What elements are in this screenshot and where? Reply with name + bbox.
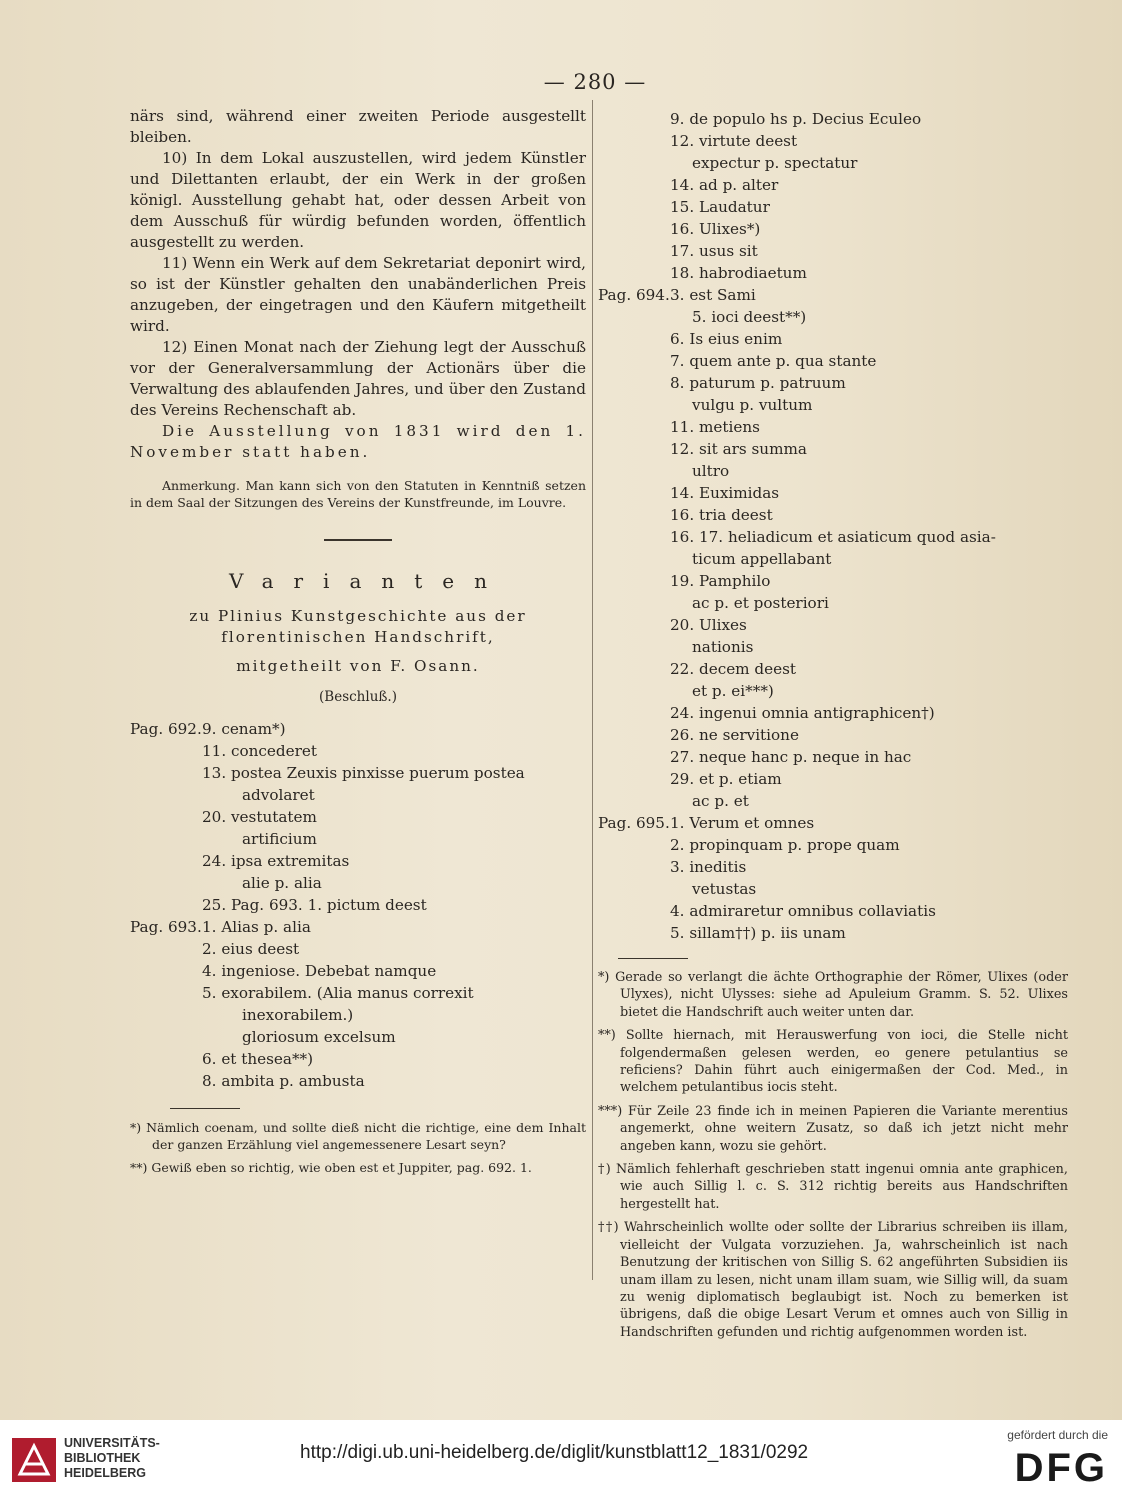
variant-line	[598, 570, 1068, 592]
paragraph: 11) Wenn ein Werk auf dem Sekretariat deponirt wird, so ist der Künstler gehalten den unabänderlichen Preis anzugeben, der eingetragen und den Käufern mitgetheilt wird.	[130, 254, 586, 335]
variant-text: vetustas	[692, 880, 757, 898]
variant-page-ref	[598, 416, 670, 438]
variant-line	[598, 350, 1068, 372]
university-library-logo-icon	[10, 1436, 58, 1484]
section-subtitle: zu Plinius Kunstgeschichte aus der florentinischen Handschrift,	[189, 607, 527, 646]
variant-line	[598, 548, 1068, 570]
variant-text: 15. Laudatur	[670, 198, 770, 216]
variant-text: 16. tria deest	[670, 506, 773, 524]
variant-page-ref	[598, 658, 670, 680]
variant-page-ref	[598, 438, 670, 460]
variant-text: 4. admiraretur omnibus collaviatis	[670, 902, 936, 920]
variant-page-ref	[598, 306, 670, 328]
variant-text: nationis	[692, 638, 754, 656]
left-column	[130, 106, 586, 1182]
footnote: *) Gerade so verlangt die ächte Orthographie der Römer, Ulixes (oder Ulyxes), nicht Ulysses: siehe ad Apuleium Gramm. S. 52. Ulixes bietet die Handschrift auch weiter unten dar.	[598, 970, 1068, 1020]
variant-line	[598, 372, 1068, 394]
right-footnotes	[598, 969, 1068, 1341]
variant-text: expectur p. spectatur	[692, 154, 858, 172]
variant-page-ref	[130, 1004, 202, 1026]
footnote: *) Nämlich coenam, und sollte dieß nicht die richtige, eine dem Inhalt der ganzen Erzählung viel angemessenere Lesart seyn?	[130, 1120, 586, 1152]
variant-line	[598, 306, 1068, 328]
variant-text: 6. et thesea**)	[202, 1050, 314, 1068]
variant-page-ref	[130, 960, 202, 982]
variant-line	[598, 592, 1068, 614]
variant-page-ref: Pag. 692.	[130, 720, 202, 738]
variant-text: inexorabilem.)	[242, 1006, 354, 1024]
variant-line	[598, 768, 1068, 790]
variant-page-ref	[598, 570, 670, 592]
variant-line	[598, 702, 1068, 724]
variant-page-ref	[130, 1048, 202, 1070]
permalink-url[interactable]: http://digi.ub.uni-heidelberg.de/diglit/kunstblatt12_1831/0292	[300, 1442, 809, 1463]
variant-text: advolaret	[242, 786, 315, 804]
variant-page-ref	[598, 152, 670, 174]
variant-line	[598, 482, 1068, 504]
paragraph: närs sind, während einer zweiten Periode ausgestellt bleiben.	[130, 107, 586, 146]
variant-text: 14. Euximidas	[670, 484, 780, 502]
variant-page-ref	[598, 878, 670, 900]
variant-page-ref	[598, 328, 670, 350]
variant-page-ref	[598, 724, 670, 746]
variant-line	[598, 834, 1068, 856]
variant-line	[130, 894, 586, 916]
variant-page-ref	[130, 872, 202, 894]
library-name: UNIVERSITÄTS- BIBLIOTHEK HEIDELBERG	[64, 1436, 160, 1480]
variant-page-ref	[598, 196, 670, 218]
variant-text: 13. postea Zeuxis pinxisse puerum postea	[202, 764, 525, 782]
variant-line	[598, 504, 1068, 526]
variant-text: 7. quem ante p. qua stante	[670, 352, 877, 370]
variant-line	[598, 658, 1068, 680]
variant-page-ref	[130, 762, 202, 784]
variant-page-ref	[598, 372, 670, 394]
variant-text: 17. usus sit	[670, 242, 758, 260]
variant-page-ref	[598, 482, 670, 504]
section-separator	[324, 539, 392, 541]
variant-line	[598, 152, 1068, 174]
section-author: mitgetheilt von F. Osann.	[236, 657, 480, 675]
anmerkung-note: Anmerkung. Man kann sich von den Statuten in Kenntniß setzen in dem Saal der Sitzungen des Vereins der Kunstfreunde, im Louvre.	[130, 478, 586, 510]
variant-line	[598, 680, 1068, 702]
variant-line	[598, 196, 1068, 218]
variant-text: ac p. et	[692, 792, 749, 810]
variant-text: 25. Pag. 693. 1. pictum deest	[202, 896, 427, 914]
dfg-logo: DFG	[1014, 1446, 1108, 1490]
variant-page-ref	[130, 1070, 202, 1092]
footnote-separator	[170, 1108, 240, 1109]
variant-text: 24. ipsa extremitas	[202, 852, 350, 870]
variant-page-ref	[598, 636, 670, 658]
variant-text: 6. Is eius enim	[670, 330, 783, 348]
variant-line	[130, 960, 586, 982]
variant-page-ref	[598, 702, 670, 724]
variant-text: 18. habrodiaetum	[670, 264, 807, 282]
variant-page-ref	[130, 784, 202, 806]
variant-page-ref	[598, 350, 670, 372]
variant-line	[598, 240, 1068, 262]
variant-page-ref	[598, 746, 670, 768]
variant-line	[598, 790, 1068, 812]
variant-text: gloriosum excelsum	[242, 1028, 396, 1046]
exhibition-announcement: Die Ausstellung von 1831 wird den 1. November statt haben.	[130, 422, 586, 461]
variant-line	[598, 394, 1068, 416]
variant-text: 4. ingeniose. Debebat namque	[202, 962, 437, 980]
variant-page-ref: Pag. 695.	[598, 814, 670, 832]
variant-line	[598, 262, 1068, 284]
variant-text: 19. Pamphilo	[670, 572, 771, 590]
variant-text: 20. Ulixes	[670, 616, 747, 634]
variant-text: 12. virtute deest	[670, 132, 798, 150]
variant-text: et p. ei***)	[692, 682, 774, 700]
variant-text: 24. ingenui omnia antigraphicen†)	[670, 704, 935, 722]
variant-line	[130, 982, 586, 1004]
variant-page-ref	[130, 850, 202, 872]
variant-line	[130, 1048, 586, 1070]
variant-line	[598, 328, 1068, 350]
variant-page-ref	[598, 394, 670, 416]
variant-text: ac p. et posteriori	[692, 594, 829, 612]
variant-page-ref	[598, 460, 670, 482]
variant-page-ref	[598, 130, 670, 152]
variant-line	[598, 900, 1068, 922]
variant-text: 1. Alias p. alia	[202, 918, 311, 936]
variant-page-ref	[598, 504, 670, 526]
paragraph: 12) Einen Monat nach der Ziehung legt der Ausschuß vor der Generalversammlung der Actionärs über die Verwaltung des ablaufenden Jahres, und über den Zustand des Vereins Rechenschaft ab.	[130, 338, 586, 419]
variant-text: ultro	[692, 462, 730, 480]
section-note: (Beschluß.)	[319, 689, 397, 705]
variant-page-ref	[130, 1026, 202, 1048]
variant-line	[598, 856, 1068, 878]
variant-text: 8. paturum p. patruum	[670, 374, 846, 392]
variant-text: 26. ne servitione	[670, 726, 799, 744]
variant-page-ref: Pag. 694.	[598, 286, 670, 304]
footnote: **) Sollte hiernach, mit Herauswerfung von ioci, die Stelle nicht folgendermaßen gelesen werden, eo genere petulantius se reficiens? Dahin führt auch einigermaßen der Cod. Med., in welchem petulantibus iocis steht.	[598, 1028, 1068, 1096]
variant-page-ref	[598, 108, 670, 130]
variant-line	[598, 284, 1068, 306]
variant-text: 9. cenam*)	[202, 720, 286, 738]
left-footnotes	[130, 1119, 586, 1176]
variant-line	[598, 438, 1068, 460]
left-variant-list	[130, 718, 586, 1092]
variant-text: 11. concederet	[202, 742, 317, 760]
variant-text: 3. est Sami	[670, 286, 756, 304]
variant-page-ref: Pag. 693.	[130, 918, 202, 936]
variant-line	[598, 526, 1068, 548]
variant-page-ref	[598, 548, 670, 570]
variant-page-ref	[130, 938, 202, 960]
variant-line	[598, 746, 1068, 768]
paragraph: 10) In dem Lokal auszustellen, wird jedem Künstler und Dilettanten erlaubt, der ein Werk in der großen königl. Ausstellung gehabt hat, oder dessen Arbeit von dem Ausschuß für würdig befunden worden, öffentlich ausgestellt zu werden.	[130, 149, 586, 251]
variant-line	[598, 218, 1068, 240]
variant-page-ref	[598, 790, 670, 812]
variant-page-ref	[598, 856, 670, 878]
variant-text: 5. sillam††) p. iis unam	[670, 924, 846, 942]
variant-page-ref	[130, 828, 202, 850]
variant-line	[130, 762, 586, 784]
variant-line	[130, 718, 586, 740]
variant-text: vulgu p. vultum	[692, 396, 813, 414]
variant-line	[598, 108, 1068, 130]
footnote: **) Gewiß eben so richtig, wie oben est et Juppiter, pag. 692. 1.	[130, 1160, 532, 1175]
variant-line	[130, 806, 586, 828]
variant-text: 2. propinquam p. prope quam	[670, 836, 900, 854]
variant-page-ref	[598, 592, 670, 614]
variant-line	[598, 878, 1068, 900]
section-title: Varianten	[228, 569, 508, 593]
footnote: ††) Wahrscheinlich wollte oder sollte der Librarius schreiben iis illam, vielleicht der Vulgata vorzuziehen. Ja, wahrscheinlich ist nach Benutzung der kritischen von Sillig S. 62 angeführten Subsidien iis unam illam zu lesen, nicht unam illam suam, wie Sillig will, da suam zu wenig diplomatisch beglaubigt ist. Noch zu bemerken ist übrigens, daß die obige Lesart Verum et omnes auch von Sillig in Handschriften gefunden und richtig aufgenommen worden ist.	[598, 1220, 1068, 1340]
variant-line	[130, 938, 586, 960]
variant-page-ref	[598, 218, 670, 240]
variant-page-ref	[598, 174, 670, 196]
right-variant-list	[598, 108, 1068, 944]
variant-text: 27. neque hanc p. neque in hac	[670, 748, 912, 766]
variant-line	[130, 850, 586, 872]
variant-text: alie p. alia	[242, 874, 322, 892]
variant-page-ref	[598, 922, 670, 944]
variant-text: 5. ioci deest**)	[692, 308, 807, 326]
funding-caption: gefördert durch die	[1007, 1428, 1108, 1442]
footnote-separator	[618, 958, 688, 959]
variant-line	[130, 1070, 586, 1092]
variant-line	[130, 916, 586, 938]
footnote: †) Nämlich fehlerhaft geschrieben statt ingenui omnia ante graphicen, wie auch Sillig l. c. S. 312 richtig bereits aus Handschriften hergestellt hat.	[598, 1162, 1068, 1212]
variant-page-ref	[130, 894, 202, 916]
variant-line	[598, 812, 1068, 834]
variant-text: 22. decem deest	[670, 660, 797, 678]
variant-line	[130, 828, 586, 850]
variant-line	[598, 614, 1068, 636]
variant-line	[130, 784, 586, 806]
variant-page-ref	[598, 240, 670, 262]
variant-text: 11. metiens	[670, 418, 760, 436]
variant-line	[130, 1004, 586, 1026]
variant-text: 16. 17. heliadicum et asiaticum quod asia-	[670, 528, 996, 546]
variant-page-ref	[130, 806, 202, 828]
variant-page-ref	[598, 768, 670, 790]
variant-line	[598, 460, 1068, 482]
variant-line	[598, 724, 1068, 746]
variant-line	[598, 416, 1068, 438]
variant-text: 8. ambita p. ambusta	[202, 1072, 365, 1090]
variant-page-ref	[598, 262, 670, 284]
variant-text: 29. et p. etiam	[670, 770, 782, 788]
variant-line	[130, 872, 586, 894]
footer-bar	[0, 1420, 1122, 1501]
variant-text: 20. vestutatem	[202, 808, 317, 826]
column-divider	[592, 100, 593, 1280]
variant-page-ref	[130, 740, 202, 762]
variant-line	[598, 130, 1068, 152]
variant-text: 16. Ulixes*)	[670, 220, 761, 238]
page-number: — 280 —	[543, 70, 647, 94]
variant-line	[598, 922, 1068, 944]
variant-text: ticum appellabant	[692, 550, 832, 568]
variant-page-ref	[598, 680, 670, 702]
variant-text: 1. Verum et omnes	[670, 814, 815, 832]
variant-text: 9. de populo hs p. Decius Eculeo	[670, 110, 922, 128]
variant-page-ref	[598, 900, 670, 922]
right-column	[598, 108, 1068, 1347]
variant-text: 3. ineditis	[670, 858, 747, 876]
variant-text: 14. ad p. alter	[670, 176, 779, 194]
variant-text: 12. sit ars summa	[670, 440, 807, 458]
variant-text: 5. exorabilem. (Alia manus correxit	[202, 984, 474, 1002]
variant-line	[598, 636, 1068, 658]
variant-line	[130, 740, 586, 762]
variant-line	[598, 174, 1068, 196]
footnote: ***) Für Zeile 23 finde ich in meinen Papieren die Variante merentius angemerkt, ohne weitern Zusatz, so daß ich jetzt nicht mehr angeben kann, wozu sie gehört.	[598, 1103, 1068, 1154]
variant-page-ref	[598, 526, 670, 548]
variant-text: artificium	[242, 830, 317, 848]
variant-text: 2. eius deest	[202, 940, 300, 958]
variant-page-ref	[598, 614, 670, 636]
variant-page-ref	[598, 834, 670, 856]
variant-page-ref	[130, 982, 202, 1004]
variant-line	[130, 1026, 586, 1048]
